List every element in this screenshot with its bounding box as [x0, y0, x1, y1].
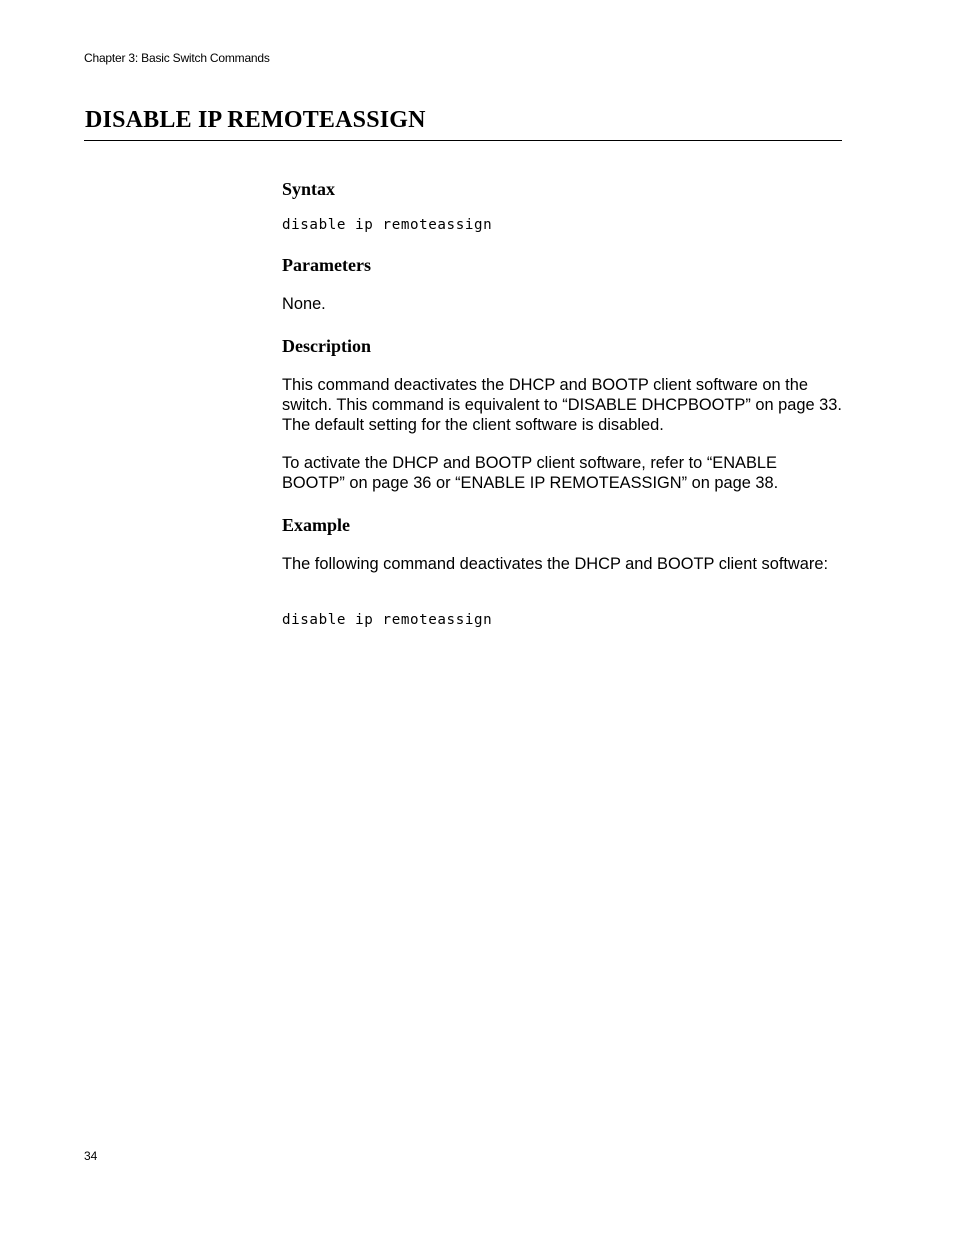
description-heading: Description — [282, 336, 371, 356]
parameters-heading: Parameters — [282, 255, 371, 275]
description-paragraph: This command deactivates the DHCP and BOOTP client software on the switch. This command is equivalent to “DISABLE DHCPBOOTP” on page 33. The default setting for the client software is disabled. — [282, 376, 842, 434]
example-code: disable ip remoteassign — [282, 612, 493, 628]
parameters-text: None. — [282, 295, 326, 313]
syntax-heading: Syntax — [282, 179, 336, 199]
syntax-code: disable ip remoteassign — [282, 217, 493, 233]
page-title: DISABLE IP REMOTEASSIGN — [85, 107, 426, 133]
running-header: Chapter 3: Basic Switch Commands — [84, 51, 270, 65]
example-heading: Example — [282, 515, 351, 535]
title-rule — [84, 140, 842, 141]
page-number: 34 — [84, 1149, 98, 1163]
description-paragraph: To activate the DHCP and BOOTP client software, refer to “ENABLE BOOTP” on page 36 or “ENABLE IP REMOTEASSIGN” on page 38. — [282, 454, 779, 492]
example-text: The following command deactivates the DHCP and BOOTP client software: — [282, 555, 829, 573]
